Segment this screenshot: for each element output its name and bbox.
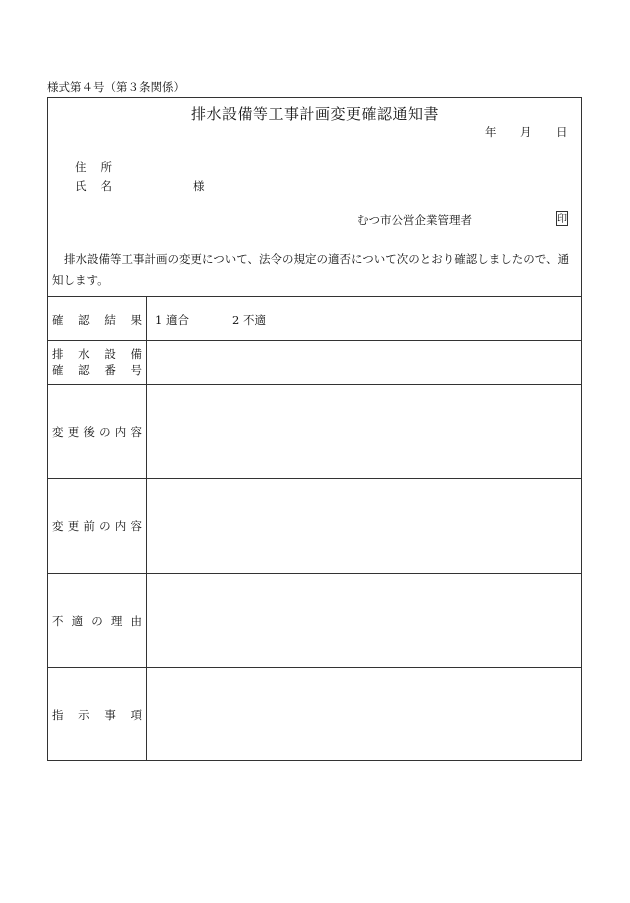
- label-char: 示: [78, 708, 90, 722]
- name-label: 氏名: [75, 179, 126, 193]
- label-char: 後: [83, 425, 95, 439]
- label-char: 容: [130, 519, 142, 533]
- label-char: 認: [78, 313, 90, 327]
- label-char: 内: [114, 519, 127, 533]
- row-label-instructions: [52, 707, 142, 723]
- form-number: 様式第４号（第３条関係）: [47, 80, 185, 94]
- label-char: 更: [67, 425, 80, 439]
- label-char: 認: [78, 363, 90, 377]
- label-char: 変: [52, 425, 64, 439]
- row-label-facility: [52, 346, 142, 362]
- table-divider: [47, 667, 582, 668]
- row-label-confirm-number: [52, 362, 142, 378]
- label-char: 番: [104, 363, 116, 377]
- label-char: の: [99, 519, 111, 533]
- label-char: 指: [52, 708, 64, 722]
- label-char: 由: [130, 614, 142, 628]
- row-label-after-change: [52, 424, 142, 440]
- label-char: 設: [104, 347, 116, 361]
- label-char: 結: [104, 313, 116, 327]
- address-label: 住所: [75, 160, 126, 174]
- label-char: 容: [130, 425, 142, 439]
- issuer-name: むつ市公営企業管理者: [357, 213, 472, 227]
- label-char: 号: [130, 363, 142, 377]
- label-char: 変: [52, 519, 64, 533]
- row-label-result: [52, 312, 142, 328]
- label-char: 事: [104, 708, 116, 722]
- table-divider: [47, 478, 582, 479]
- label-char: 項: [130, 708, 142, 722]
- result-option-conform: 1 適合: [155, 313, 189, 327]
- label-char: 確: [52, 313, 64, 327]
- seal-box: 印: [556, 211, 568, 226]
- label-char: 理: [110, 614, 123, 628]
- table-divider: [47, 296, 582, 297]
- label-char: 適: [71, 614, 84, 628]
- date-month: 月: [520, 125, 532, 139]
- notice-body: 排水設備等工事計画の変更について、法令の規定の適否について次のとおり確認しましたので、通知します。: [52, 252, 570, 287]
- row-label-nonconform-reason: [52, 613, 142, 629]
- label-char: 更: [67, 519, 80, 533]
- label-char: 不: [52, 614, 64, 628]
- label-char: の: [91, 614, 103, 628]
- label-char: 果: [130, 313, 142, 327]
- label-char: 備: [130, 347, 142, 361]
- date-year: 年: [485, 125, 497, 139]
- row-label-before-change: [52, 518, 142, 534]
- label-char: の: [99, 425, 111, 439]
- result-option-nonconform: 2 不適: [232, 313, 266, 327]
- table-column-divider: [146, 296, 147, 761]
- label-char: 水: [78, 347, 90, 361]
- document-title: 排水設備等工事計画変更確認通知書: [190, 105, 439, 123]
- label-char: 排: [52, 347, 64, 361]
- label-char: 確: [52, 363, 64, 377]
- honorific: 様: [193, 179, 205, 193]
- table-divider: [47, 573, 582, 574]
- table-divider: [47, 340, 582, 341]
- label-char: 前: [83, 519, 95, 533]
- label-char: 内: [114, 425, 127, 439]
- date-day: 日: [556, 125, 568, 139]
- table-divider: [47, 384, 582, 385]
